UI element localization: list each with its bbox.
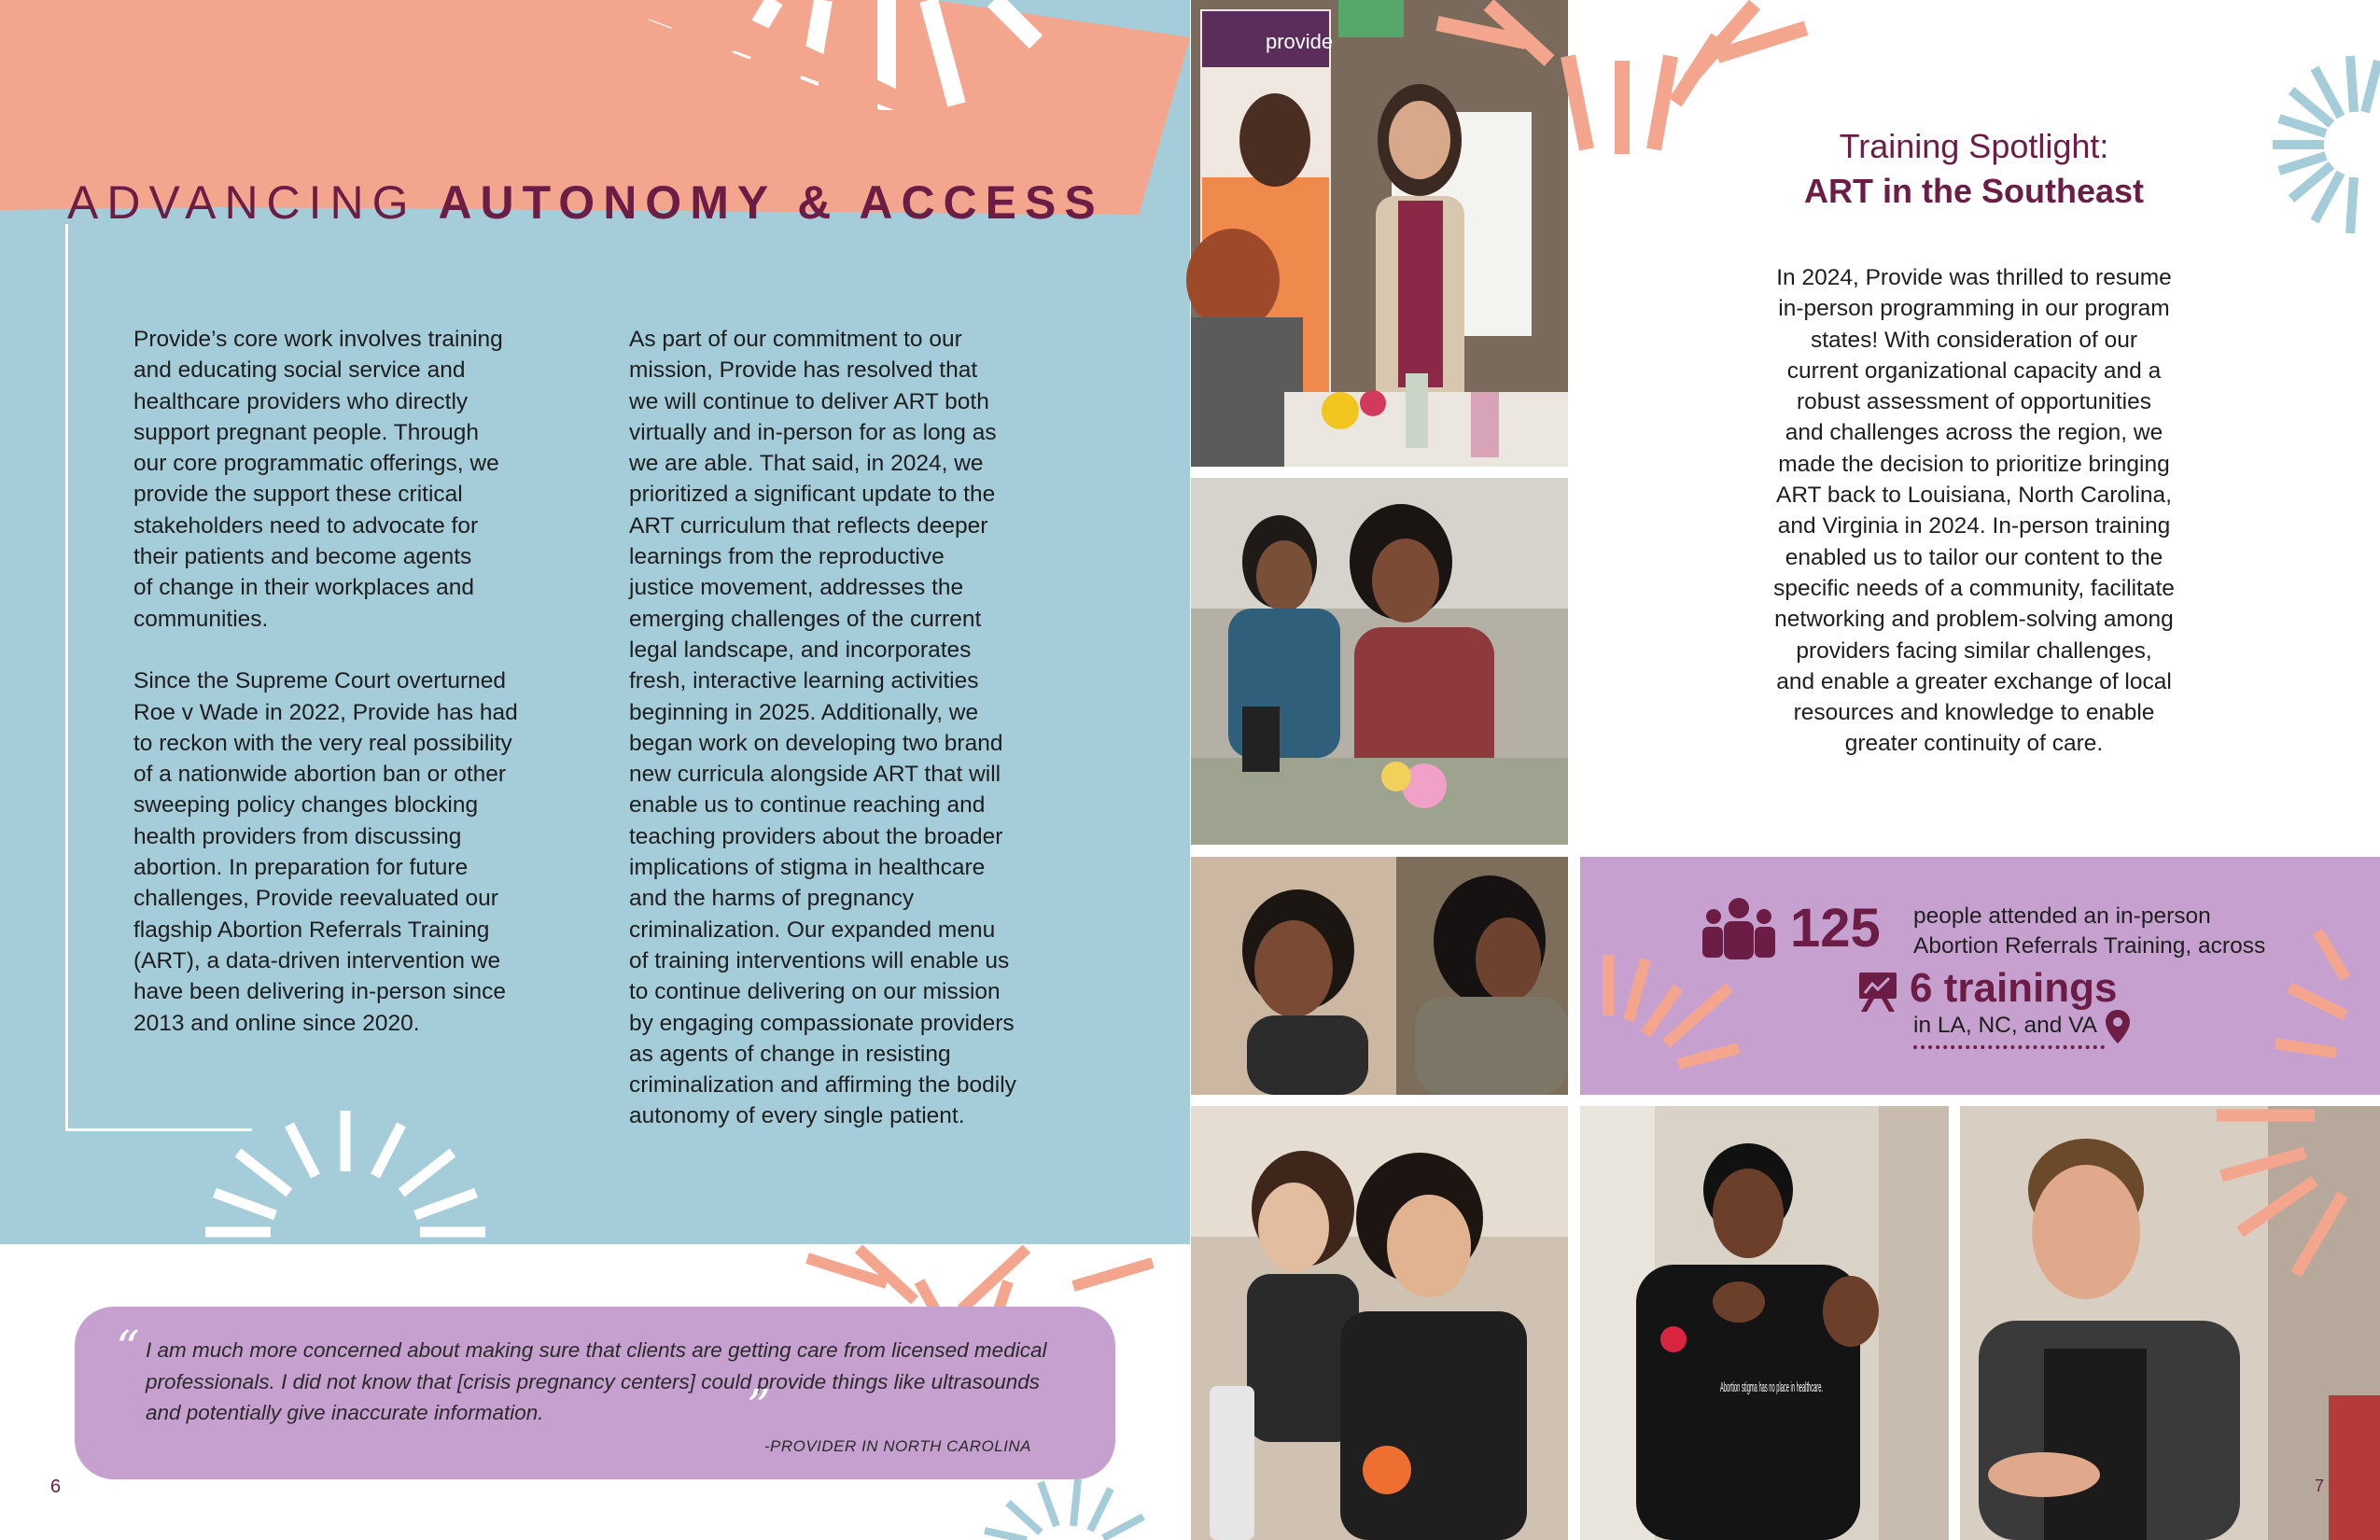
quote-text: I am much more concerned about making sure that clients are getting care from licensed medical professionals. I did not know that [crisis pregnancy centers] could provide things like ultrasounds and potentially give inaccurate information. [146, 1338, 1047, 1424]
stat-trainings-count: 6 trainings [1910, 965, 2118, 1011]
stat-attendees-description-line2: Abortion Referrals Training, across [1913, 933, 2266, 959]
photo-participant-speaking [1960, 1106, 2380, 1540]
shirt-slogan-text: Abortion stigma has no place in healthcare. [1720, 1379, 1823, 1395]
training-easel-icon [1857, 971, 1898, 1012]
stat-attendees-number: 125 [1790, 898, 1881, 959]
body-column-2: As part of our commitment to our mission, Provide has resolved that we will continue to deliver ART both virtually and in-person for as long as we are able. That said, in 2024, we prioritized a significant update to the ART curriculum that reflects deeper learnings from the reproductive justice movement, addresses the emerging challenges of the current legal landscape, and incorporates fresh, interactive learning activities beginning in 2025. Additionally, we began work on developing two brand new curricula alongside ART that will enable us to continue reaching and teaching providers about the broader implications of stigma in healthcare and the harms of pregnancy criminalization. Our expanded menu of training interventions will enable us to continue delivering on our mission by engaging compassionate providers as agents of change in resisting criminalization and affirming the bodily autonomy of every single patient. [629, 327, 1016, 1129]
page-title: ADVANCING AUTONOMY & ACCESS [67, 176, 1104, 229]
photo-speaker-gesturing [1580, 1106, 1949, 1540]
stat-attendees-description-line1: people attended an in-person [1913, 903, 2211, 929]
page-number-right: 7 [2315, 1477, 2325, 1495]
frame-line-vertical [65, 224, 68, 1131]
spotlight-title: Training Spotlight: [1839, 127, 2109, 165]
photo-participants-listening [1191, 478, 1568, 845]
quote-open-mark: “ [116, 1321, 140, 1375]
stat-location: in LA, NC, and VA [1913, 1013, 2098, 1038]
quote-close-mark: ” [747, 1379, 771, 1434]
spotlight-subtitle: ART in the Southeast [1803, 172, 2144, 210]
dotted-underline [1913, 1045, 2105, 1049]
banner-provide-text: provide [1266, 30, 1334, 53]
people-group-icon [1701, 896, 1776, 959]
spotlight-body: In 2024, Provide was thrilled to resume in-person programming in our program states! With consideration of our current organizational capacity and a robust assessment of opportunities and challenges across the region, we made the decision to prioritize bringing ART back to Louisiana, North Carolina, and Virginia in 2024. In-person training enabled us to tailor our content to the specific needs of a community, facilitate networking and problem-solving among providers facing similar challenges, and enable a greater exchange of local resources and knowledge to enable greater continuity of care. [1773, 265, 2175, 757]
photo-facilitator-presenting [1191, 0, 1568, 467]
sunburst-blue-top-right-decoration [2268, 51, 2380, 238]
photo-participants-seated [1191, 1106, 1568, 1540]
quote-attribution: -PROVIDER IN NORTH CAROLINA [763, 1437, 1031, 1455]
sunburst-blue-bottom-decoration [971, 1475, 1157, 1540]
body-column-1: Provide’s core work involves training and educating social service and healthcare providers who directly support pregnant people. Through our core programmatic offerings, we provide the support these critical stakeholders need to advocate for their patients and become agents of change in their workplaces and communities. Since the Supreme Court overturned Roe v Wade in 2022, Provide has had to reckon with the very real possibility of a nationwide abortion ban or other sweeping policy changes blocking health providers from discussing abortion. In preparation for future challenges, Provide reevaluated our flagship Abortion Referrals Training (ART), a data-driven intervention we have been delivering in-person since 2013 and online since 2020. [133, 327, 518, 1036]
page-number-left: 6 [50, 1477, 62, 1497]
location-pin-icon [2104, 1008, 2132, 1045]
frame-line-horizontal [65, 1128, 252, 1131]
photo-participants-table [1191, 857, 1568, 1095]
